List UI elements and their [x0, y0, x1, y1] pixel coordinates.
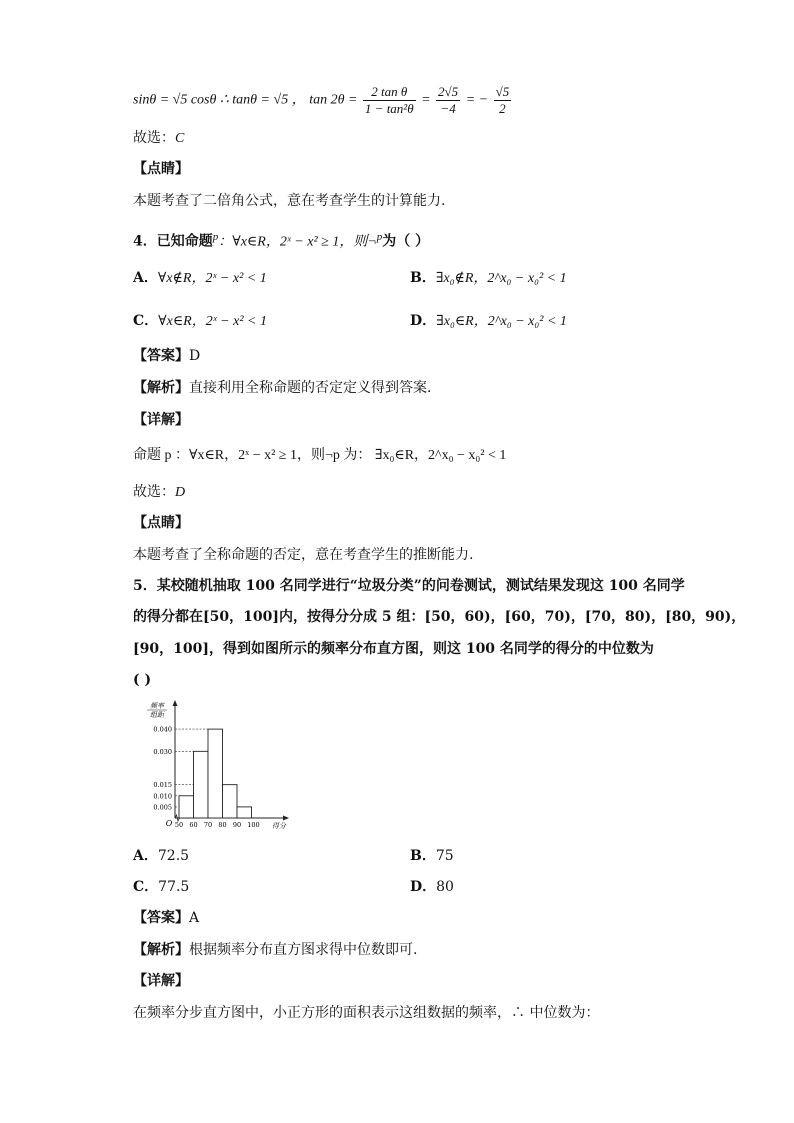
- x-tick-label: 50: [174, 821, 184, 829]
- x-tick-label: 90: [232, 821, 242, 829]
- q5-answer: [133, 908, 199, 928]
- q4-option-c-text: ∀x∈R，2ˣ − x² < 1: [158, 314, 267, 329]
- fraction-1: [363, 84, 416, 117]
- q4-answer-label: 【答案】: [133, 348, 189, 364]
- q4-detail-text: 命题 p ：∀x∈R，2ˣ − x² ≥ 1，则¬p 为： ∃x₀∈R，2^x₀ − x₀² < 1: [133, 448, 507, 463]
- q4-option-b-text: ∃x₀∉R，2^x₀ − x₀² < 1: [435, 271, 567, 286]
- q4-stem-number: 4．已知命题: [133, 233, 213, 250]
- q4-option-a: [133, 268, 267, 289]
- q4-dianjing: 【点睛】: [133, 515, 189, 531]
- histogram-bar: [237, 807, 252, 818]
- y-tick-label: 0.030: [153, 747, 172, 756]
- y-axis-arrow: [173, 700, 178, 706]
- y-tick-label: 0.005: [153, 803, 172, 812]
- fraction-1-num: 2 tan θ: [363, 84, 416, 101]
- q4-option-c: [133, 311, 267, 332]
- q4-choice-value: D: [175, 485, 186, 500]
- q4-option-b: [410, 268, 567, 289]
- y-tick-label: 0.040: [153, 725, 172, 734]
- fraction-3: [494, 84, 512, 117]
- q5-stem-line4: ( ): [133, 672, 152, 688]
- x-tick-label: 60: [189, 821, 198, 829]
- q5-analysis-label: 【解析】: [133, 942, 189, 958]
- q4-option-d: [410, 311, 567, 332]
- fraction-3-num: √5: [495, 84, 510, 99]
- q5-option-d-label: D．: [410, 879, 437, 895]
- q5-answer-value: A: [189, 910, 200, 926]
- q5-stem-line2: 的得分都在[50，100]内，按得分分成 5 组：[50，60)，[60，70)，[70，80)，[80，90)，: [133, 609, 746, 625]
- histogram-bar: [208, 729, 223, 818]
- q5-option-c: [133, 877, 189, 897]
- formula-left: sinθ = √5 cosθ ∴ tanθ = √5 ，: [133, 92, 306, 108]
- q4-stem-p: p: [212, 231, 219, 243]
- q4-option-c-label: C．: [133, 313, 159, 329]
- q3-dianjing: 【点睛】: [133, 161, 189, 177]
- q4-choice: [133, 482, 185, 503]
- y-tick-label: 0.015: [153, 781, 172, 790]
- q5-option-b-text: 75: [435, 848, 454, 864]
- q4-analysis-label: 【解析】: [133, 380, 189, 396]
- formula-eq1: =: [421, 92, 431, 108]
- q5-analysis: [133, 940, 417, 960]
- q4-stem-cond: ：∀x∈R，2ˣ − x² ≥ 1，则¬: [218, 234, 377, 250]
- q4-answer: [133, 346, 200, 366]
- formula-eq2: = −: [465, 92, 489, 108]
- q4-option-a-text: ∀x∉R，2ˣ − x² < 1: [157, 271, 267, 286]
- x-tick-label: 80: [218, 821, 227, 829]
- x-tick-label: 70: [203, 821, 213, 829]
- origin-label: O: [165, 819, 173, 828]
- q5-option-a-text: 72.5: [157, 848, 190, 864]
- fraction-2-den: −4: [440, 101, 456, 116]
- fraction-2-num: 2√5: [438, 84, 459, 99]
- fraction-3-den: 2: [499, 101, 506, 116]
- q4-option-d-label: D．: [410, 313, 437, 329]
- q5-option-d: [410, 877, 454, 897]
- q5-option-a: [133, 846, 189, 866]
- q4-option-d-text: ∃x₀∈R，2^x₀ − x₀² < 1: [436, 314, 567, 329]
- x-tick-label: 100: [247, 821, 260, 829]
- histogram-bar: [179, 796, 194, 818]
- q4-answer-value: D: [189, 348, 201, 364]
- q5-answer-label: 【答案】: [133, 910, 189, 926]
- q5-detail-text: 在频率分步直方图中，小正方形的面积表示这组数据的频率，∴ 中位数为：: [133, 1005, 600, 1021]
- q4-analysis: [133, 378, 431, 398]
- q4-stem-p2: p: [376, 231, 383, 243]
- y-label-bottom: 组距: [150, 711, 164, 719]
- q3-comment: 本题考查了二倍角公式，意在考查学生的计算能力.: [133, 193, 446, 209]
- fraction-2: [436, 84, 460, 117]
- formula-line: [133, 84, 513, 117]
- q4-comment: 本题考查了全称命题的否定，意在考查学生的推断能力.: [133, 547, 474, 563]
- q5-option-d-text: 80: [436, 879, 454, 895]
- q4-option-a-label: A．: [133, 270, 158, 286]
- y-tick-label: 0.010: [153, 792, 172, 801]
- x-axis-arrow: [283, 816, 289, 821]
- q5-stem-line3: [90，100]，得到如图所示的频率分布直方图，则这 100 名同学的得分的中位数为: [133, 641, 654, 657]
- formula-tan2: tan 2θ =: [309, 92, 358, 108]
- q4-detail-label: 【详解】: [133, 412, 189, 428]
- q5-option-b: [410, 846, 454, 866]
- q5-option-c-text: 77.5: [158, 879, 190, 895]
- q3-choice-text: 故选：: [133, 130, 175, 146]
- y-label-top: 频率: [150, 702, 164, 710]
- q5-option-c-label: C．: [133, 879, 159, 895]
- frequency-histogram: [133, 696, 293, 832]
- histogram-bar: [194, 751, 209, 818]
- q5-analysis-text: 根据频率分布直方图求得中位数即可.: [189, 942, 418, 958]
- q4-stem-end: 为（ ）: [382, 233, 430, 250]
- q3-choice: [133, 128, 184, 149]
- q5-detail-label: 【详解】: [133, 973, 189, 989]
- q3-choice-value: C: [175, 131, 185, 146]
- q5-option-a-label: A．: [133, 848, 158, 864]
- q4-choice-text: 故选：: [133, 484, 175, 500]
- q4-stem: [133, 227, 429, 253]
- q4-analysis-text: 直接利用全称命题的否定定义得到答案.: [189, 380, 432, 396]
- q5-option-b-label: B．: [410, 848, 436, 864]
- x-axis-label: 得分: [272, 822, 286, 830]
- histogram-bar: [223, 785, 238, 818]
- fraction-1-den: 1 − tan²θ: [364, 101, 414, 116]
- q5-stem-line1: 5．某校随机抽取 100 名同学进行“垃圾分类”的问卷测试，测试结果发现这 100 名同学: [133, 578, 685, 594]
- q4-option-b-label: B．: [410, 270, 436, 286]
